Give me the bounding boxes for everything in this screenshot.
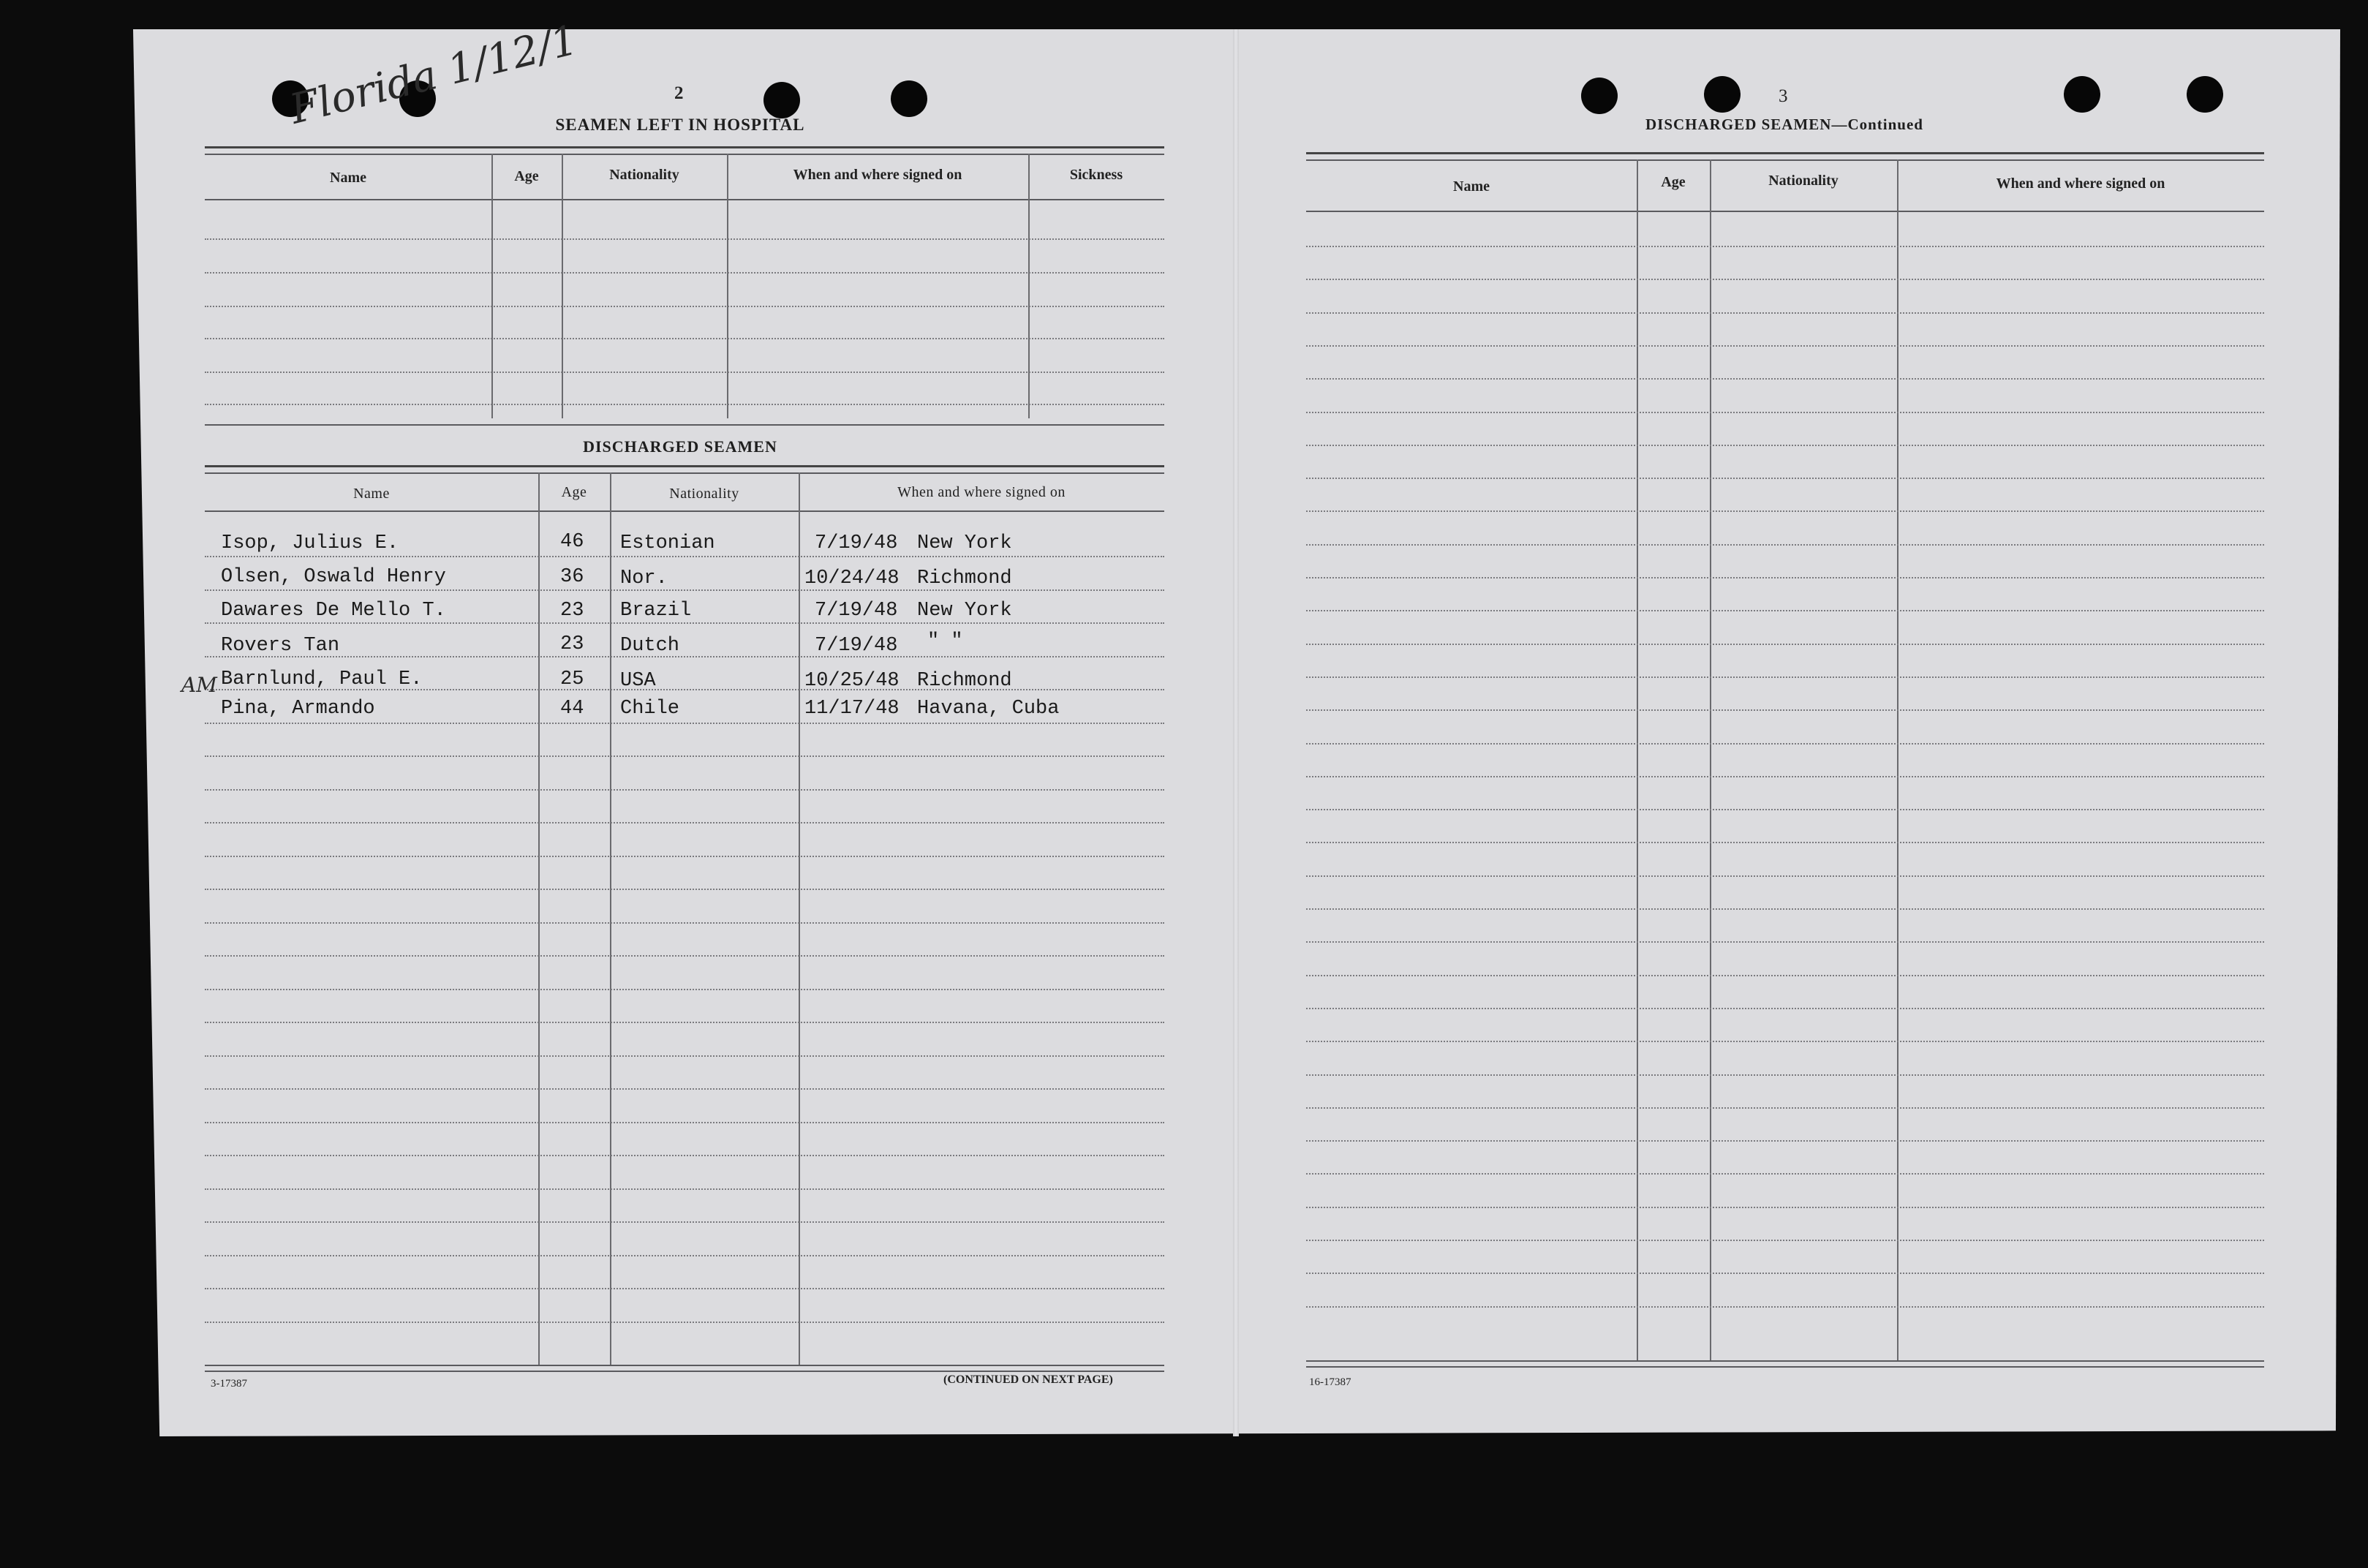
seaman-signed-date: 10/25/48 bbox=[804, 670, 900, 692]
ledger-rule bbox=[1306, 709, 2264, 711]
ledger-rule bbox=[1306, 246, 2264, 247]
continued-col-signed-on: When and where signed on bbox=[1996, 176, 2165, 192]
ledger-rule bbox=[205, 1221, 1164, 1223]
seaman-signed-date: 7/19/48 bbox=[815, 532, 898, 554]
discharged-section-title: DISCHARGED SEAMEN bbox=[583, 437, 777, 456]
ledger-rule bbox=[205, 955, 1164, 957]
ledger-rule bbox=[205, 1055, 1164, 1057]
handwritten-annotation: Florida 1/12/1 bbox=[285, 16, 583, 134]
seaman-name: Isop, Julius E. bbox=[221, 532, 399, 554]
continued-col-age: Age bbox=[1661, 174, 1686, 190]
seaman-age: 46 bbox=[560, 531, 584, 553]
form-number-left: 3-17387 bbox=[211, 1378, 247, 1390]
discharged-col-age: Age bbox=[561, 484, 587, 500]
seaman-nationality: Estonian bbox=[620, 532, 715, 554]
ledger-rule bbox=[205, 755, 1164, 757]
punch-hole bbox=[2187, 76, 2223, 113]
ledger-rule bbox=[1306, 1008, 2264, 1009]
ledger-rule bbox=[205, 989, 1164, 990]
seaman-nationality: USA bbox=[620, 670, 656, 692]
seaman-age: 36 bbox=[560, 566, 584, 588]
seaman-signed-place: Richmond bbox=[917, 670, 1012, 692]
ledger-rule bbox=[1306, 842, 2264, 843]
seaman-name: Pina, Armando bbox=[221, 698, 375, 720]
ledger-rule bbox=[205, 1322, 1164, 1323]
ledger-rule bbox=[1306, 1207, 2264, 1208]
seaman-nationality: Dutch bbox=[620, 635, 680, 657]
seaman-name: Dawares De Mello T. bbox=[221, 600, 446, 622]
discharged-col-signed-on: When and where signed on bbox=[897, 484, 1066, 500]
ledger-rule bbox=[205, 556, 1164, 557]
ledger-rule bbox=[1306, 1074, 2264, 1076]
seaman-age: 44 bbox=[560, 698, 584, 720]
ledger-rule bbox=[1306, 1240, 2264, 1241]
hospital-col-sickness: Sickness bbox=[1069, 167, 1123, 183]
seaman-signed-date: 11/17/48 bbox=[804, 698, 900, 720]
seaman-name: Barnlund, Paul E. bbox=[221, 668, 423, 690]
ledger-rule bbox=[1306, 610, 2264, 611]
ledger-rule bbox=[205, 723, 1164, 724]
seaman-signed-date: 7/19/48 bbox=[815, 600, 898, 622]
seaman-nationality: Chile bbox=[620, 698, 680, 720]
seaman-age: 25 bbox=[560, 668, 584, 690]
ledger-rule bbox=[1306, 478, 2264, 479]
seaman-age: 23 bbox=[560, 600, 584, 622]
ledger-rule bbox=[205, 889, 1164, 890]
seaman-signed-place: New York bbox=[917, 600, 1012, 622]
ledger-rule bbox=[205, 1255, 1164, 1256]
ledger-rule bbox=[1306, 644, 2264, 645]
ledger-rule bbox=[205, 1155, 1164, 1156]
punch-hole bbox=[2064, 76, 2100, 113]
ledger-rule bbox=[205, 789, 1164, 791]
ledger-rule bbox=[205, 1288, 1164, 1289]
page-fold bbox=[1233, 29, 1239, 1436]
seaman-signed-place: Havana, Cuba bbox=[917, 698, 1060, 720]
ledger-rule bbox=[1306, 908, 2264, 910]
punch-hole bbox=[1581, 78, 1618, 114]
seaman-signed-place: " " bbox=[927, 630, 963, 652]
ledger-rule bbox=[1306, 445, 2264, 446]
ledger-rule bbox=[1306, 1140, 2264, 1142]
continued-section-title: DISCHARGED SEAMEN—Continued bbox=[1645, 116, 1923, 133]
seaman-name: Rovers Tan bbox=[221, 635, 340, 657]
ledger-rule bbox=[205, 1122, 1164, 1123]
hospital-section-title: SEAMEN LEFT IN HOSPITAL bbox=[555, 116, 805, 134]
ledger-rule bbox=[1306, 676, 2264, 678]
seaman-signed-place: New York bbox=[917, 532, 1012, 554]
page-number-right: 3 bbox=[1779, 86, 1788, 106]
ledger-rule bbox=[1306, 577, 2264, 578]
ledger-rule bbox=[1306, 378, 2264, 380]
ledger-rule bbox=[205, 656, 1164, 657]
ledger-rule bbox=[1306, 975, 2264, 976]
ledger-rule bbox=[1306, 510, 2264, 512]
ledger-rule bbox=[205, 856, 1164, 857]
ledger-rule bbox=[1306, 312, 2264, 314]
hospital-col-name: Name bbox=[330, 170, 366, 186]
hospital-col-signed-on: When and where signed on bbox=[793, 167, 962, 183]
ledger-rule bbox=[1306, 1107, 2264, 1109]
ledger-rule bbox=[1306, 809, 2264, 810]
ledger-rule bbox=[1306, 1041, 2264, 1042]
seaman-nationality: Nor. bbox=[620, 568, 668, 589]
form-number-right: 16-17387 bbox=[1309, 1376, 1351, 1388]
seaman-signed-date: 7/19/48 bbox=[815, 635, 898, 657]
seaman-signed-date: 10/24/48 bbox=[804, 568, 900, 589]
continued-col-nationality: Nationality bbox=[1768, 173, 1839, 189]
discharged-col-nationality: Nationality bbox=[669, 486, 739, 502]
seaman-nationality: Brazil bbox=[620, 600, 692, 622]
ledger-rule bbox=[1306, 776, 2264, 777]
margin-note: AM bbox=[181, 673, 217, 697]
ledger-rule bbox=[1306, 544, 2264, 546]
ledger-rule bbox=[205, 622, 1164, 624]
continued-col-name: Name bbox=[1453, 178, 1490, 195]
seaman-name: Olsen, Oswald Henry bbox=[221, 566, 446, 588]
ledger-rule bbox=[1306, 743, 2264, 745]
punch-hole bbox=[1704, 76, 1741, 113]
hospital-col-age: Age bbox=[514, 168, 539, 184]
ledger-rule bbox=[1306, 345, 2264, 347]
hospital-col-nationality: Nationality bbox=[609, 167, 679, 183]
page-number-left: 2 bbox=[674, 83, 684, 103]
ledger-rule bbox=[205, 1088, 1164, 1090]
discharged-col-name: Name bbox=[353, 486, 390, 502]
seaman-signed-place: Richmond bbox=[917, 568, 1012, 589]
punch-hole bbox=[763, 82, 800, 118]
seaman-age: 23 bbox=[560, 633, 584, 655]
ledger-rule bbox=[1306, 1273, 2264, 1274]
ledger-rule bbox=[1306, 279, 2264, 280]
ledger-rule bbox=[1306, 412, 2264, 413]
ledger-rule bbox=[1306, 941, 2264, 943]
ledger-rule bbox=[1306, 1306, 2264, 1308]
ledger-rule bbox=[205, 822, 1164, 823]
ledger-rule bbox=[1306, 875, 2264, 877]
ledger-rule bbox=[1306, 1173, 2264, 1175]
ledger-rule bbox=[205, 589, 1164, 591]
continued-note: (CONTINUED ON NEXT PAGE) bbox=[943, 1373, 1113, 1386]
ledger-rule bbox=[205, 1022, 1164, 1023]
ledger-rule bbox=[205, 922, 1164, 924]
ledger-rule bbox=[205, 1188, 1164, 1190]
punch-hole bbox=[891, 80, 927, 117]
